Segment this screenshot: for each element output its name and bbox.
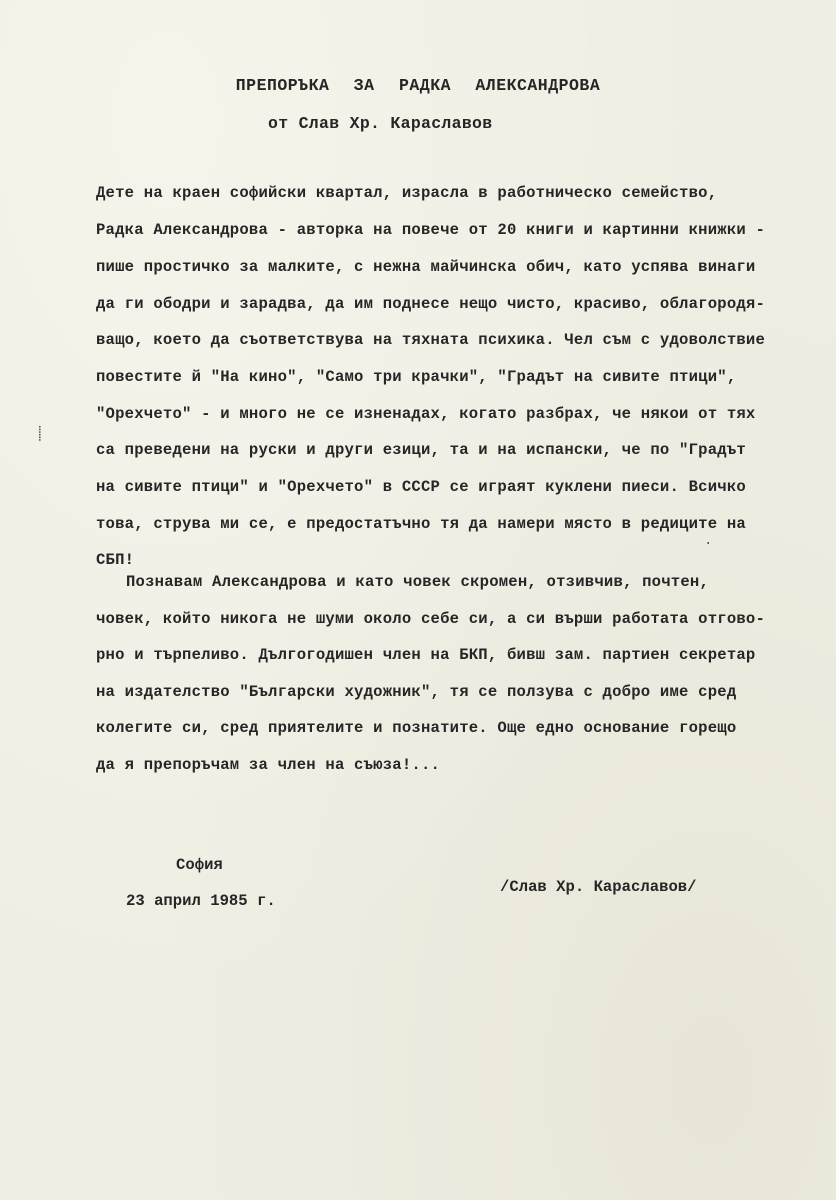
paragraph-line: на сивите птици" и "Орехчето" в СССР се играят куклени пиеси. Всичко <box>96 478 746 496</box>
document-title: ПРЕПОРЪКА ЗА РАДКА АЛЕКСАНДРОВА <box>235 76 601 95</box>
document-date: 23 април 1985 г. <box>126 892 276 910</box>
paragraph-line: Радка Александрова - авторка на повече от 20 книги и картинни книжки - <box>96 221 766 239</box>
paragraph-line: да ги ободри и зарадва, да им поднесе нещо чисто, красиво, облагородя- <box>96 295 766 313</box>
stray-dot: · <box>704 536 713 552</box>
paragraph-line: на издателство "Български художник", тя се ползува с добро име сред <box>96 683 737 701</box>
paragraph-line: човек, който никога не шуми около себе си, а си върши работата отгово- <box>96 610 766 628</box>
paragraph-line: колегите си, сред приятелите и познатите. Още едно основание горещо <box>96 719 737 737</box>
paragraph-line: да я препоръчам за член на съюза!... <box>96 756 441 774</box>
paragraph-line: рно и търпеливо. Дългогодишен член на БКП, бивш зам. партиен секретар <box>96 646 756 664</box>
stray-mark: ⸽ <box>38 427 42 443</box>
paragraph-line: това, струва ми се, е предостатъчно тя да намери място в редиците на <box>96 515 746 533</box>
author-line: от Слав Хр. Караславов <box>268 114 493 133</box>
paragraph-line: ващо, което да съответствува на тяхната психика. Чел съм с удоволствие <box>96 331 766 349</box>
paragraph-line: са преведени на руски и други езици, та и на испански, че по "Градът <box>96 441 746 459</box>
paragraph-line: СБП! <box>96 551 135 569</box>
signature: /Слав Хр. Караславов/ <box>500 878 697 896</box>
paragraph-line: повестите й "На кино", "Само три крачки", "Градът на сивите птици", <box>96 368 737 386</box>
paragraph-line: Дете на краен софийски квартал, израсла в работническо семейство, <box>96 184 718 202</box>
paragraph-line: Познавам Александрова и като човек скромен, отзивчив, почтен, <box>126 573 710 591</box>
city-name: София <box>176 856 223 874</box>
paragraph-line: "Орехчето" - и много не се изненадах, когато разбрах, че някои от тях <box>96 405 756 423</box>
paragraph-line: пише простичко за малките, с нежна майчинска обич, като успява винаги <box>96 258 756 276</box>
